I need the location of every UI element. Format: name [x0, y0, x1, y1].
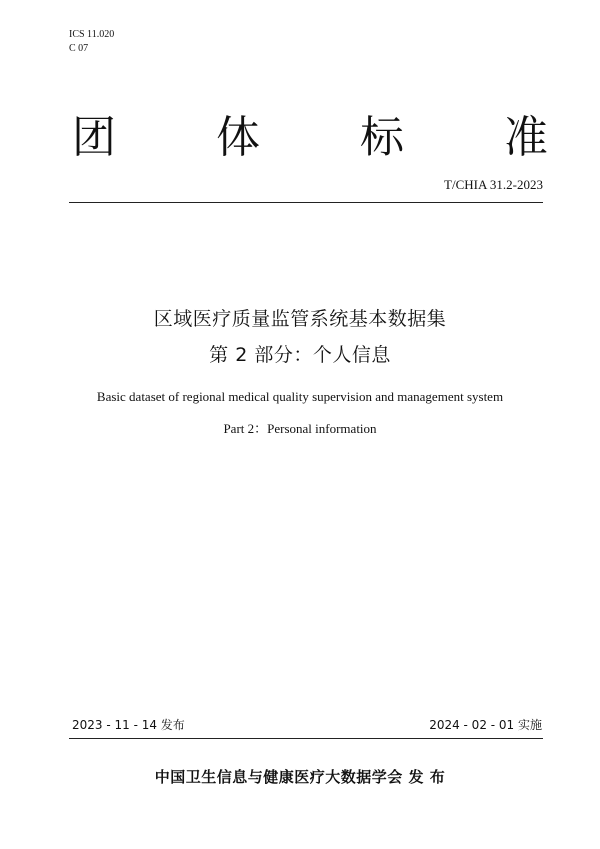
ccs-code: C 07 — [69, 43, 89, 54]
footer-divider — [69, 738, 543, 739]
doc-type-char: 准 — [504, 112, 548, 163]
chinese-title-line-1: 区域医疗质量监管系统基本数据集 — [153, 308, 447, 330]
issue-date: 2023 - 11 - 14 发布 — [72, 718, 185, 732]
english-title-line-1: Basic dataset of regional medical quality supervision and management system — [96, 389, 504, 404]
ics-code: ICS 11.020 — [69, 29, 115, 40]
chinese-title-line-2: 第 2 部分：个人信息 — [209, 344, 391, 366]
doc-type-char: 体 — [216, 112, 260, 163]
english-title-line-2: Part 2：Personal information — [223, 421, 377, 436]
classification-codes — [69, 28, 114, 56]
doc-type-char: 标 — [360, 112, 404, 163]
doc-type-char: 团 — [72, 112, 116, 163]
header-divider — [69, 202, 543, 203]
document-type-title — [60, 98, 560, 168]
effective-date: 2024 - 02 - 01 实施 — [429, 718, 542, 732]
publisher: 中国卫生信息与健康医疗大数据学会 发 布 — [154, 768, 446, 786]
standard-number: T/CHIA 31.2-2023 — [444, 177, 543, 192]
